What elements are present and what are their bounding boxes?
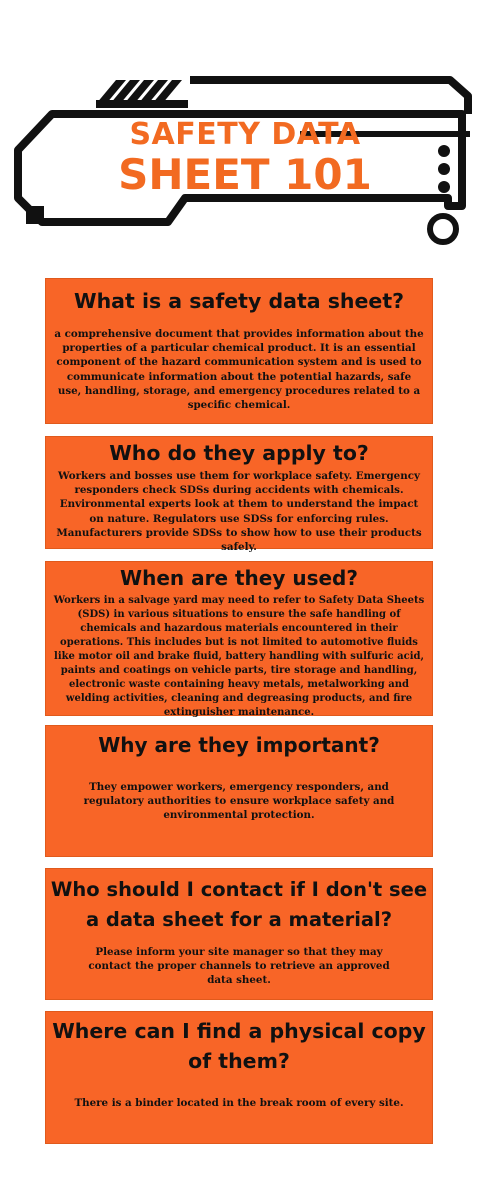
section-heading: Who should I contact if I don't see a data sheet for a material? <box>50 878 428 931</box>
section-body: Workers and bosses use them for workplace safety. Emergency responders check SDSs during accidents with chemicals. Environmental experts look at them to understand the impact on nature. Regulators use SDSs for enforcing rules. Manufacturers provide SDSs to show how to use their products safely. <box>56 470 422 554</box>
section-when-used <box>45 561 433 716</box>
section-body: There is a binder located in the break room of every site. <box>74 1097 404 1109</box>
section-body: Please inform your site manager so that they may contact the proper channels to retrieve an approved data sheet. <box>88 946 390 987</box>
section-heading: Why are they important? <box>98 733 380 757</box>
title-line-2: SHEET 101 <box>118 150 372 199</box>
section-where-find <box>45 1011 433 1144</box>
section-why-important <box>45 725 433 857</box>
section-who-contact <box>45 868 433 1000</box>
section-who-apply <box>45 436 433 554</box>
section-body: Workers in a salvage yard may need to refer to Safety Data Sheets (SDS) in various situations to ensure the safe handling of chemicals and hazardous materials encountered in their operations. This includes but is not limited to automotive fluids like motor oil and brake fluid, battery handling with sulfuric acid, paints and coatings on vehicle parts, tire storage and handling, electronic waste containing heavy metals, metalworking and welding activities, cleaning and degreasing products, and fire extinguisher maintenance. <box>53 595 425 718</box>
section-heading: Where can I find a physical copy of them? <box>52 1019 426 1073</box>
section-heading: Who do they apply to? <box>109 441 369 465</box>
section-body: a comprehensive document that provides information about the properties of a particular chemical product. It is an essential component of the hazard communication system and is used to communicate information about the potential hazards, safe use, handling, storage, and emergency procedures related to a specific chemical. <box>54 328 424 412</box>
section-heading: What is a safety data sheet? <box>73 289 405 313</box>
page-title <box>60 118 430 198</box>
section-heading: When are they used? <box>120 566 358 590</box>
title-line-1: SAFETY DATA <box>129 117 361 152</box>
section-body: They empower workers, emergency responders, and regulatory authorities to ensure workplace safety and environmental protection. <box>83 781 395 822</box>
section-what-is-sds <box>45 278 433 424</box>
